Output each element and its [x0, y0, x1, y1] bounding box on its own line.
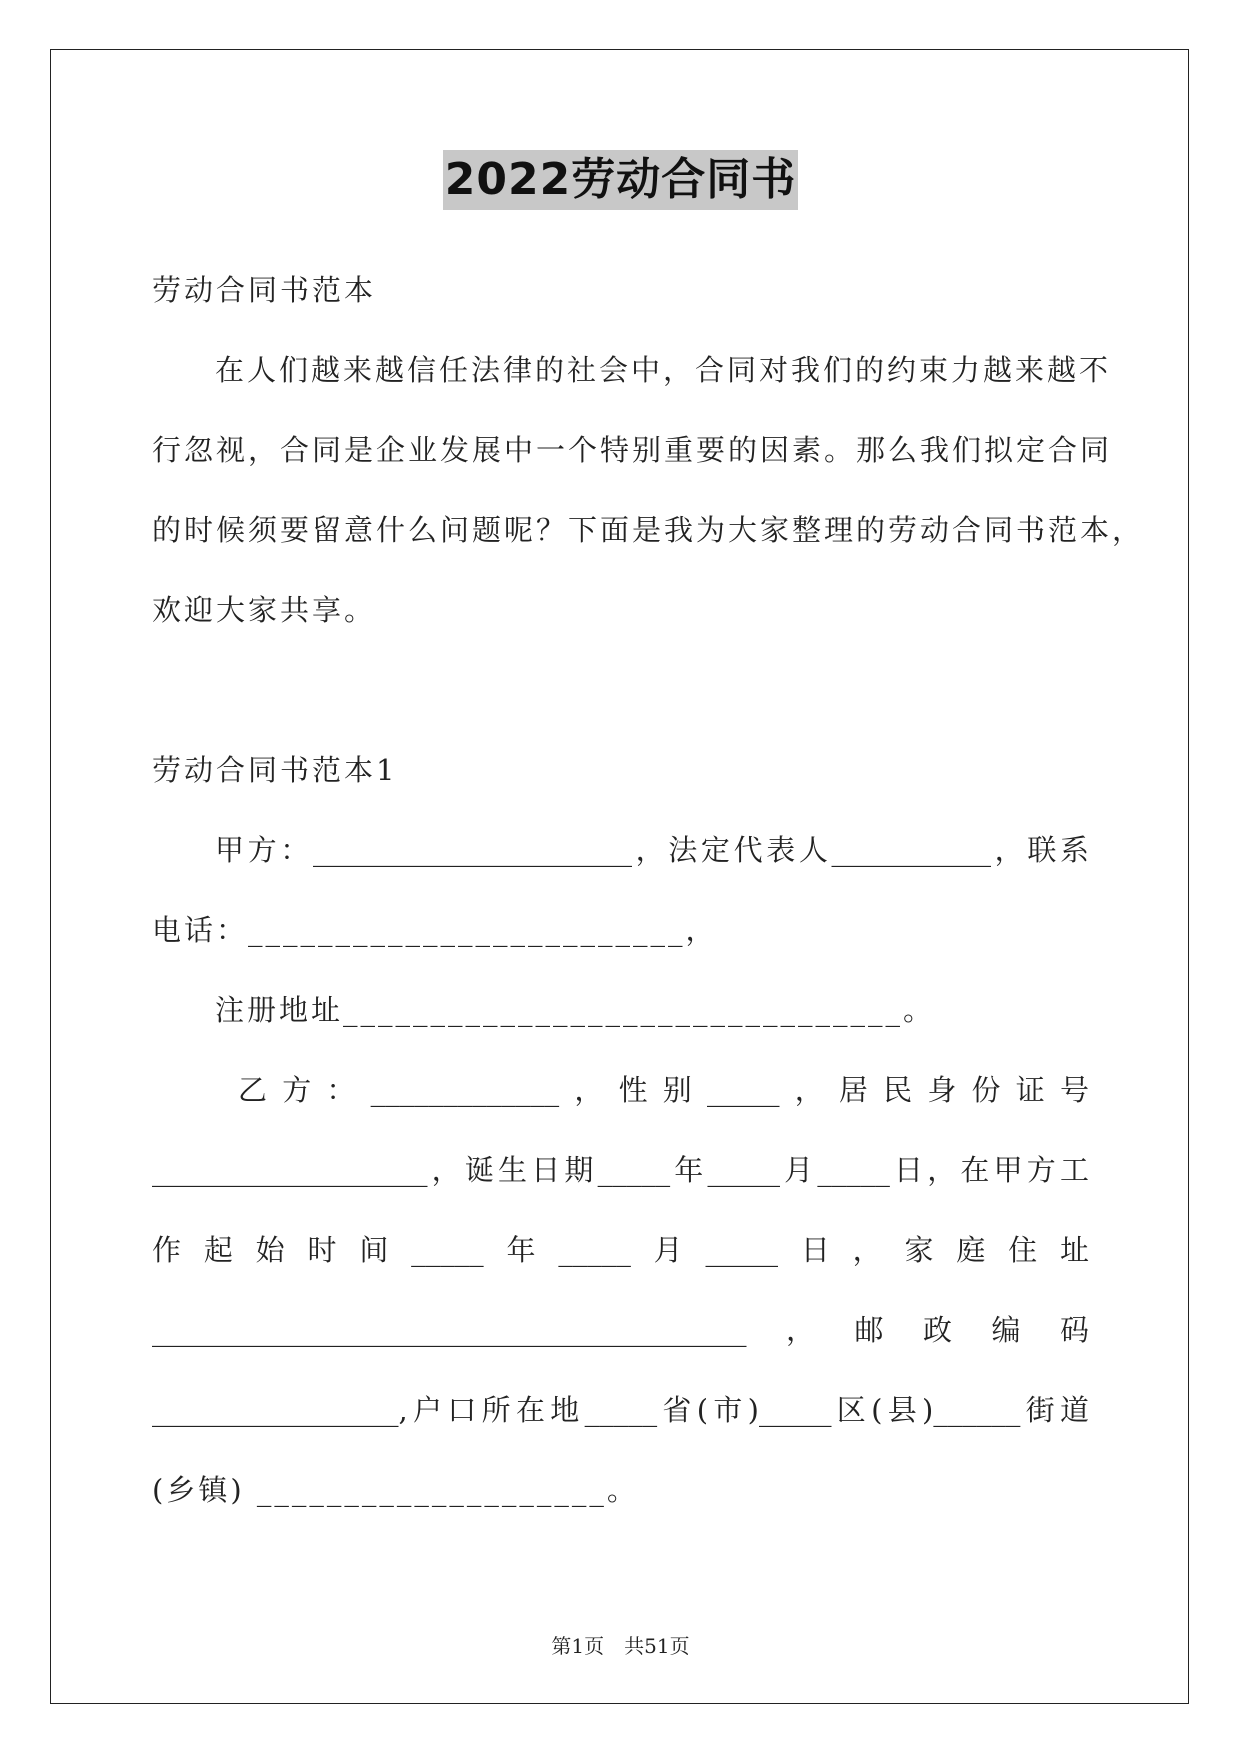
- form-line-party-a: 甲方：______________________，法定代表人___________，联系: [215, 833, 1089, 867]
- form-line-start-date: 作起始时间_____年_____月_____日，家庭住址: [152, 1233, 1089, 1267]
- title-container: [0, 150, 1241, 210]
- intro-paragraph-line: 在人们越来越信任法律的社会中，合同对我们的约束力越来越不: [215, 353, 1112, 387]
- intro-heading: 劳动合同书范本: [152, 273, 377, 307]
- form-line-birth: ___________________，诞生日期_____年_____月_____日，在甲方工: [152, 1153, 1089, 1187]
- form-line-home-address: _________________________________________，邮政编码: [152, 1313, 1089, 1347]
- document-title: 2022劳动合同书: [443, 150, 798, 210]
- form-line-phone: 电话：_________________________，: [152, 913, 718, 947]
- page-footer: 第1页 共51页: [551, 1634, 690, 1658]
- sample-heading: 劳动合同书范本1: [152, 753, 398, 787]
- intro-paragraph-line: 行忽视，合同是企业发展中一个特别重要的因素。那么我们拟定合同: [152, 433, 1113, 467]
- form-line-party-b: 乙方：_____________，性别_____，居民身份证号: [238, 1073, 1089, 1107]
- form-line-household: _________________,户口所在地_____省(市)_____区(县)______街道: [152, 1393, 1089, 1427]
- form-line-township: (乡镇) ____________________。: [152, 1473, 639, 1507]
- intro-paragraph-line: 欢迎大家共享。: [152, 593, 377, 627]
- intro-paragraph-line: 的时候须要留意什么问题呢？下面是我为大家整理的劳动合同书范本，: [152, 513, 1145, 547]
- form-line-address: 注册地址________________________________。: [215, 993, 936, 1027]
